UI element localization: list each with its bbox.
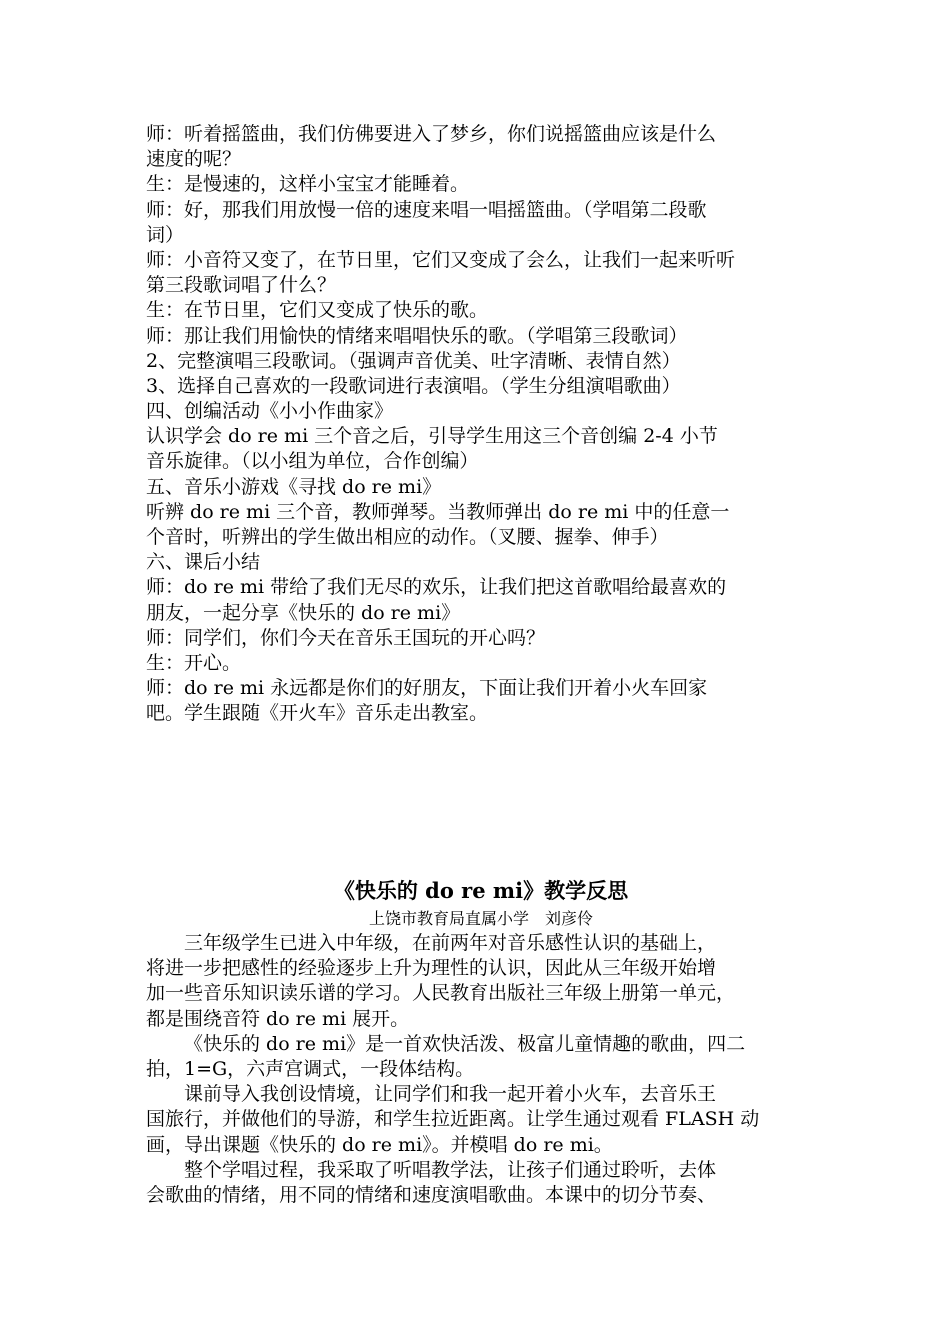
reflection-section (146, 875, 816, 1208)
text-line: 师：听着摇篮曲，我们仿佛要进入了梦乡，你们说摇篮曲应该是什么 (146, 123, 717, 145)
text-line: 2、完整演唱三段歌词。（强调声音优美、吐字清晰、表情自然） (146, 349, 681, 372)
reflection-title: 《快乐的 do re mi》教学反思 (333, 878, 629, 903)
paragraph-line: 国旅行，并做他们的导游，和学生拉近距离。让学生通过观看 FLASH 动 (146, 1108, 760, 1131)
paragraph-line: 将进一步把感性的经验逐步上升为理性的认识，因此从三年级开始增 (146, 957, 717, 980)
section-heading: 六、课后小结 (146, 551, 261, 574)
paragraph-line: 三年级学生已进入中年级，在前两年对音乐感性认识的基础上， (184, 932, 717, 954)
text-line: 生：是慢速的，这样小宝宝才能睡着。 (146, 173, 470, 196)
text-line: 朋友，一起分享《快乐的 do re mi》 (146, 601, 461, 624)
paragraph-line: 都是围绕音符 do re mi 展开。 (146, 1007, 410, 1030)
paragraph-line: 整个学唱过程，我采取了听唱教学法，让孩子们通过聆听，去体 (184, 1158, 717, 1181)
author-byline: 上饶市教育局直属小学 刘彦伶 (368, 909, 593, 928)
paragraph-line: 课前导入我创设情境，让同学们和我一起开着小火车，去音乐王 (184, 1083, 717, 1106)
text-line: 第三段歌词唱了什么？ (146, 274, 337, 297)
text-line: 生：在节日里，它们又变成了快乐的歌。 (146, 299, 489, 322)
text-line: 师：小音符又变了，在节日里，它们又变成了会么，让我们一起来听听 (146, 248, 736, 271)
section-heading: 四、创编活动《小小作曲家》 (146, 400, 394, 423)
text-line: 生：开心。 (146, 651, 242, 674)
paragraph-line: 《快乐的 do re mi》是一首欢快活泼、极富儿童情趣的歌曲，四二 (184, 1032, 746, 1055)
lesson-plan-section (146, 122, 816, 727)
text-line: 认识学会 do re mi 三个音之后，引导学生用这三个音创编 2-4 小节 (146, 425, 718, 448)
text-line: 师：do re mi 带给了我们无尽的欢乐，让我们把这首歌唱给最喜欢的 (146, 576, 727, 599)
text-line: 个音时，听辨出的学生做出相应的动作。（叉腰、握拳、伸手） (146, 526, 669, 548)
text-line: 师：好，那我们用放慢一倍的速度来唱一唱摇篮曲。（学唱第二段歌 (146, 198, 707, 221)
section-heading: 五、音乐小游戏《寻找 do re mi》 (146, 475, 442, 498)
paragraph-line: 加一些音乐知识读乐谱的学习。人民教育出版社三年级上册第一单元， (146, 982, 736, 1005)
text-line: 音乐旋律。（以小组为单位，合作创编） (146, 450, 479, 473)
paragraph-line: 拍，1=G，六声宫调式，一段体结构。 (146, 1057, 475, 1080)
text-line: 速度的呢？ (146, 148, 242, 171)
text-line: 师：同学们，你们今天在音乐王国玩的开心吗？ (146, 626, 546, 649)
text-line: 师：那让我们用愉快的情绪来唱唱快乐的歌。（学唱第三段歌词） (146, 324, 688, 347)
paragraph-line: 画，导出课题《快乐的 do re mi》。并模唱 do re mi。 (146, 1133, 613, 1156)
text-line: 3、选择自己喜欢的一段歌词进行表演唱。（学生分组演唱歌曲） (146, 374, 681, 397)
text-line: 吧。学生跟随《开火车》音乐走出教室。 (146, 702, 489, 725)
text-line: 听辨 do re mi 三个音，教师弹琴。当教师弹出 do re mi 中的任意一 (146, 500, 730, 523)
text-line: 师：do re mi 永远都是你们的好朋友，下面让我们开着小火车回家 (146, 677, 708, 700)
text-line: 词） (146, 223, 185, 246)
paragraph-line: 会歌曲的情绪，用不同的情绪和速度演唱歌曲。本课中的切分节奏、 (146, 1183, 717, 1206)
